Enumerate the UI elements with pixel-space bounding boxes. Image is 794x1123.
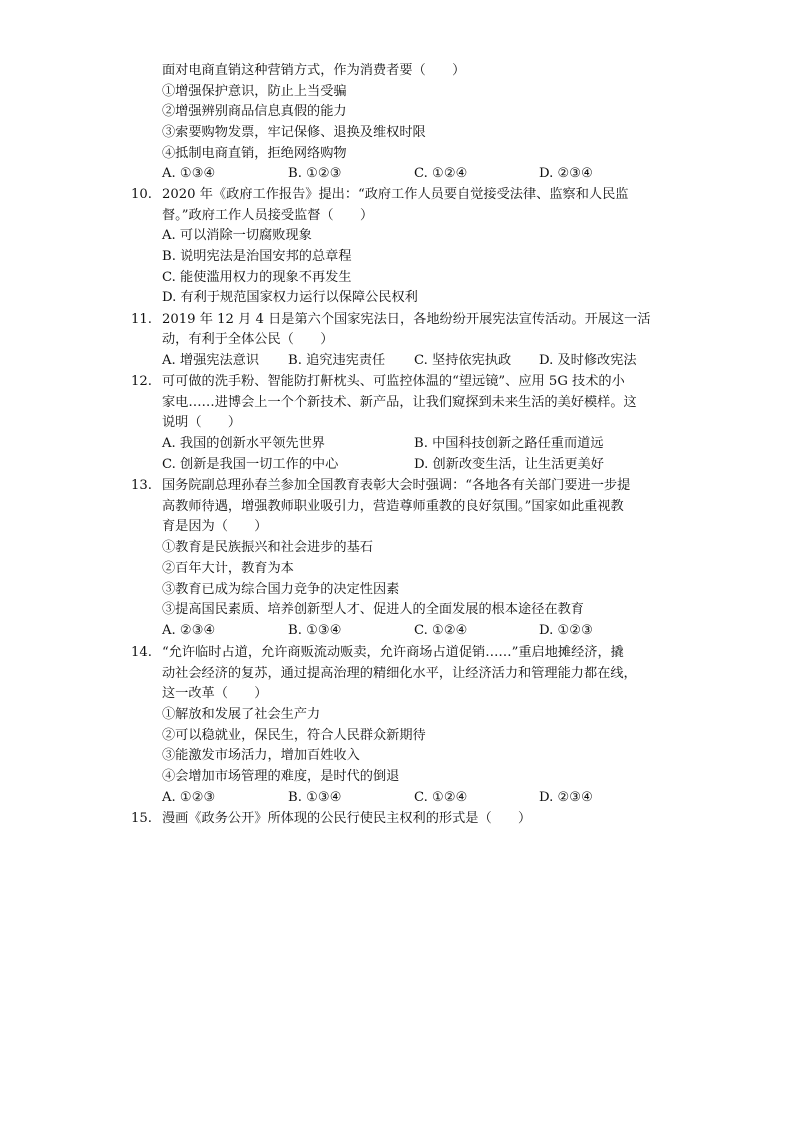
q13-stem-line-3: 育是因为（ ） [162, 519, 268, 534]
q11-option-b: B. 追究违宪责任 [288, 353, 386, 368]
q10-option-c: C. 能使滥用权力的现象不再发生 [162, 270, 352, 285]
q12-option-a: A. 我国的创新水平领先世界 [162, 436, 325, 451]
q11-option-c: C. 坚持依宪执政 [414, 353, 512, 368]
q11-number: 11. [131, 312, 152, 327]
q14-stem-line-3: 这一改革（ ） [162, 686, 268, 701]
q10-option-a: A. 可以消除一切腐败现象 [162, 228, 312, 243]
q10-stem-line-2: 督。”政府工作人员接受监督（ ） [162, 208, 374, 223]
q11-option-a: A. 增强宪法意识 [162, 353, 260, 368]
q13-stem-line-1: 国务院副总理孙春兰参加全国教育表彰大会时强调：“各地各有关部门要进一步提 [162, 478, 631, 493]
q11-stem-line-1: 2019 年 12 月 4 日是第六个国家宪法日，各地纷纷开展宪法宣传活动。开展这一活 [162, 312, 651, 327]
q14-option-b: B. ①③④ [288, 790, 342, 805]
q14-number: 14. [131, 645, 152, 660]
q9-option-c: C. ①②④ [414, 166, 468, 181]
q14-item-2: ②可以稳就业，保民生，符合人民群众新期待 [162, 728, 426, 743]
q13-option-a: A. ②③④ [162, 623, 216, 638]
q13-option-b: B. ①③④ [288, 623, 342, 638]
q12-number: 12. [131, 374, 152, 389]
q10-stem-line-1: 2020 年《政府工作报告》提出：“政府工作人员要自觉接受法律、监察和人民监 [162, 187, 629, 202]
q12-stem-line-1: 可可做的洗手粉、智能防打鼾枕头、可监控体温的“望远镜”、应用 5G 技术的小 [162, 374, 625, 389]
q9-item-3: ③索要购物发票，牢记保修、退换及维权时限 [162, 125, 426, 140]
q9-option-a: A. ①③④ [162, 166, 216, 181]
q13-stem-line-2: 高教师待遇，增强教师职业吸引力，营造尊师重教的良好氛围。”国家如此重视教 [162, 499, 624, 514]
q14-stem-line-1: “允许临时占道，允许商贩流动贩卖，允许商场占道促销……”重启地摊经济，撬 [162, 645, 624, 660]
q14-item-3: ③能激发市场活力，增加百姓收入 [162, 748, 360, 763]
q11-option-d: D. 及时修改宪法 [539, 353, 637, 368]
q10-option-b: B. 说明宪法是治国安邦的总章程 [162, 249, 352, 264]
q13-option-c: C. ①②④ [414, 623, 468, 638]
q9-item-4: ④抵制电商直销，拒绝网络购物 [162, 146, 347, 161]
q14-option-d: D. ②③④ [539, 790, 593, 805]
q12-stem-line-2: 家电……进博会上一个个新技术、新产品，让我们窥探到未来生活的美好模样。这 [162, 395, 637, 410]
q14-stem-line-2: 动社会经济的复苏，通过提高治理的精细化水平，让经济活力和管理能力都在线， [162, 666, 637, 681]
q14-option-c: C. ①②④ [414, 790, 468, 805]
q9-item-1: ①增强保护意识，防止上当受骗 [162, 84, 347, 99]
q13-option-d: D. ①②③ [539, 623, 593, 638]
q9-option-b: B. ①②③ [288, 166, 342, 181]
q10-number: 10. [131, 187, 152, 202]
q13-item-2: ②百年大计，教育为本 [162, 561, 294, 576]
q12-option-c: C. 创新是我国一切工作的中心 [162, 457, 339, 472]
q13-number: 13. [131, 478, 152, 493]
q9-stem: 面对电商直销这种营销方式，作为消费者要（ ） [162, 63, 466, 78]
q12-stem-line-3: 说明（ ） [162, 415, 242, 430]
q10-option-d: D. 有利于规范国家权力运行以保障公民权利 [162, 290, 418, 305]
q13-item-1: ①教育是民族振兴和社会进步的基石 [162, 540, 373, 555]
q9-option-d: D. ②③④ [539, 166, 593, 181]
q12-option-d: D. 创新改变生活，让生活更美好 [414, 457, 604, 472]
q14-option-a: A. ①②③ [162, 790, 216, 805]
q15-stem-line-1: 漫画《政务公开》所体现的公民行使民主权利的形式是（ ） [162, 811, 532, 826]
q14-item-1: ①解放和发展了社会生产力 [162, 707, 321, 722]
q13-item-3: ③教育已成为综合国力竞争的决定性因素 [162, 582, 400, 597]
q12-option-b: B. 中国科技创新之路任重而道远 [414, 436, 604, 451]
q15-number: 15. [131, 811, 152, 826]
q13-item-4: ③提高国民素质、培养创新型人才、促进人的全面发展的根本途径在教育 [162, 602, 584, 617]
q11-stem-line-2: 动，有利于全体公民（ ） [162, 332, 334, 347]
q9-item-2: ②增强辨别商品信息真假的能力 [162, 104, 347, 119]
q14-item-4: ④会增加市场管理的难度，是时代的倒退 [162, 769, 400, 784]
